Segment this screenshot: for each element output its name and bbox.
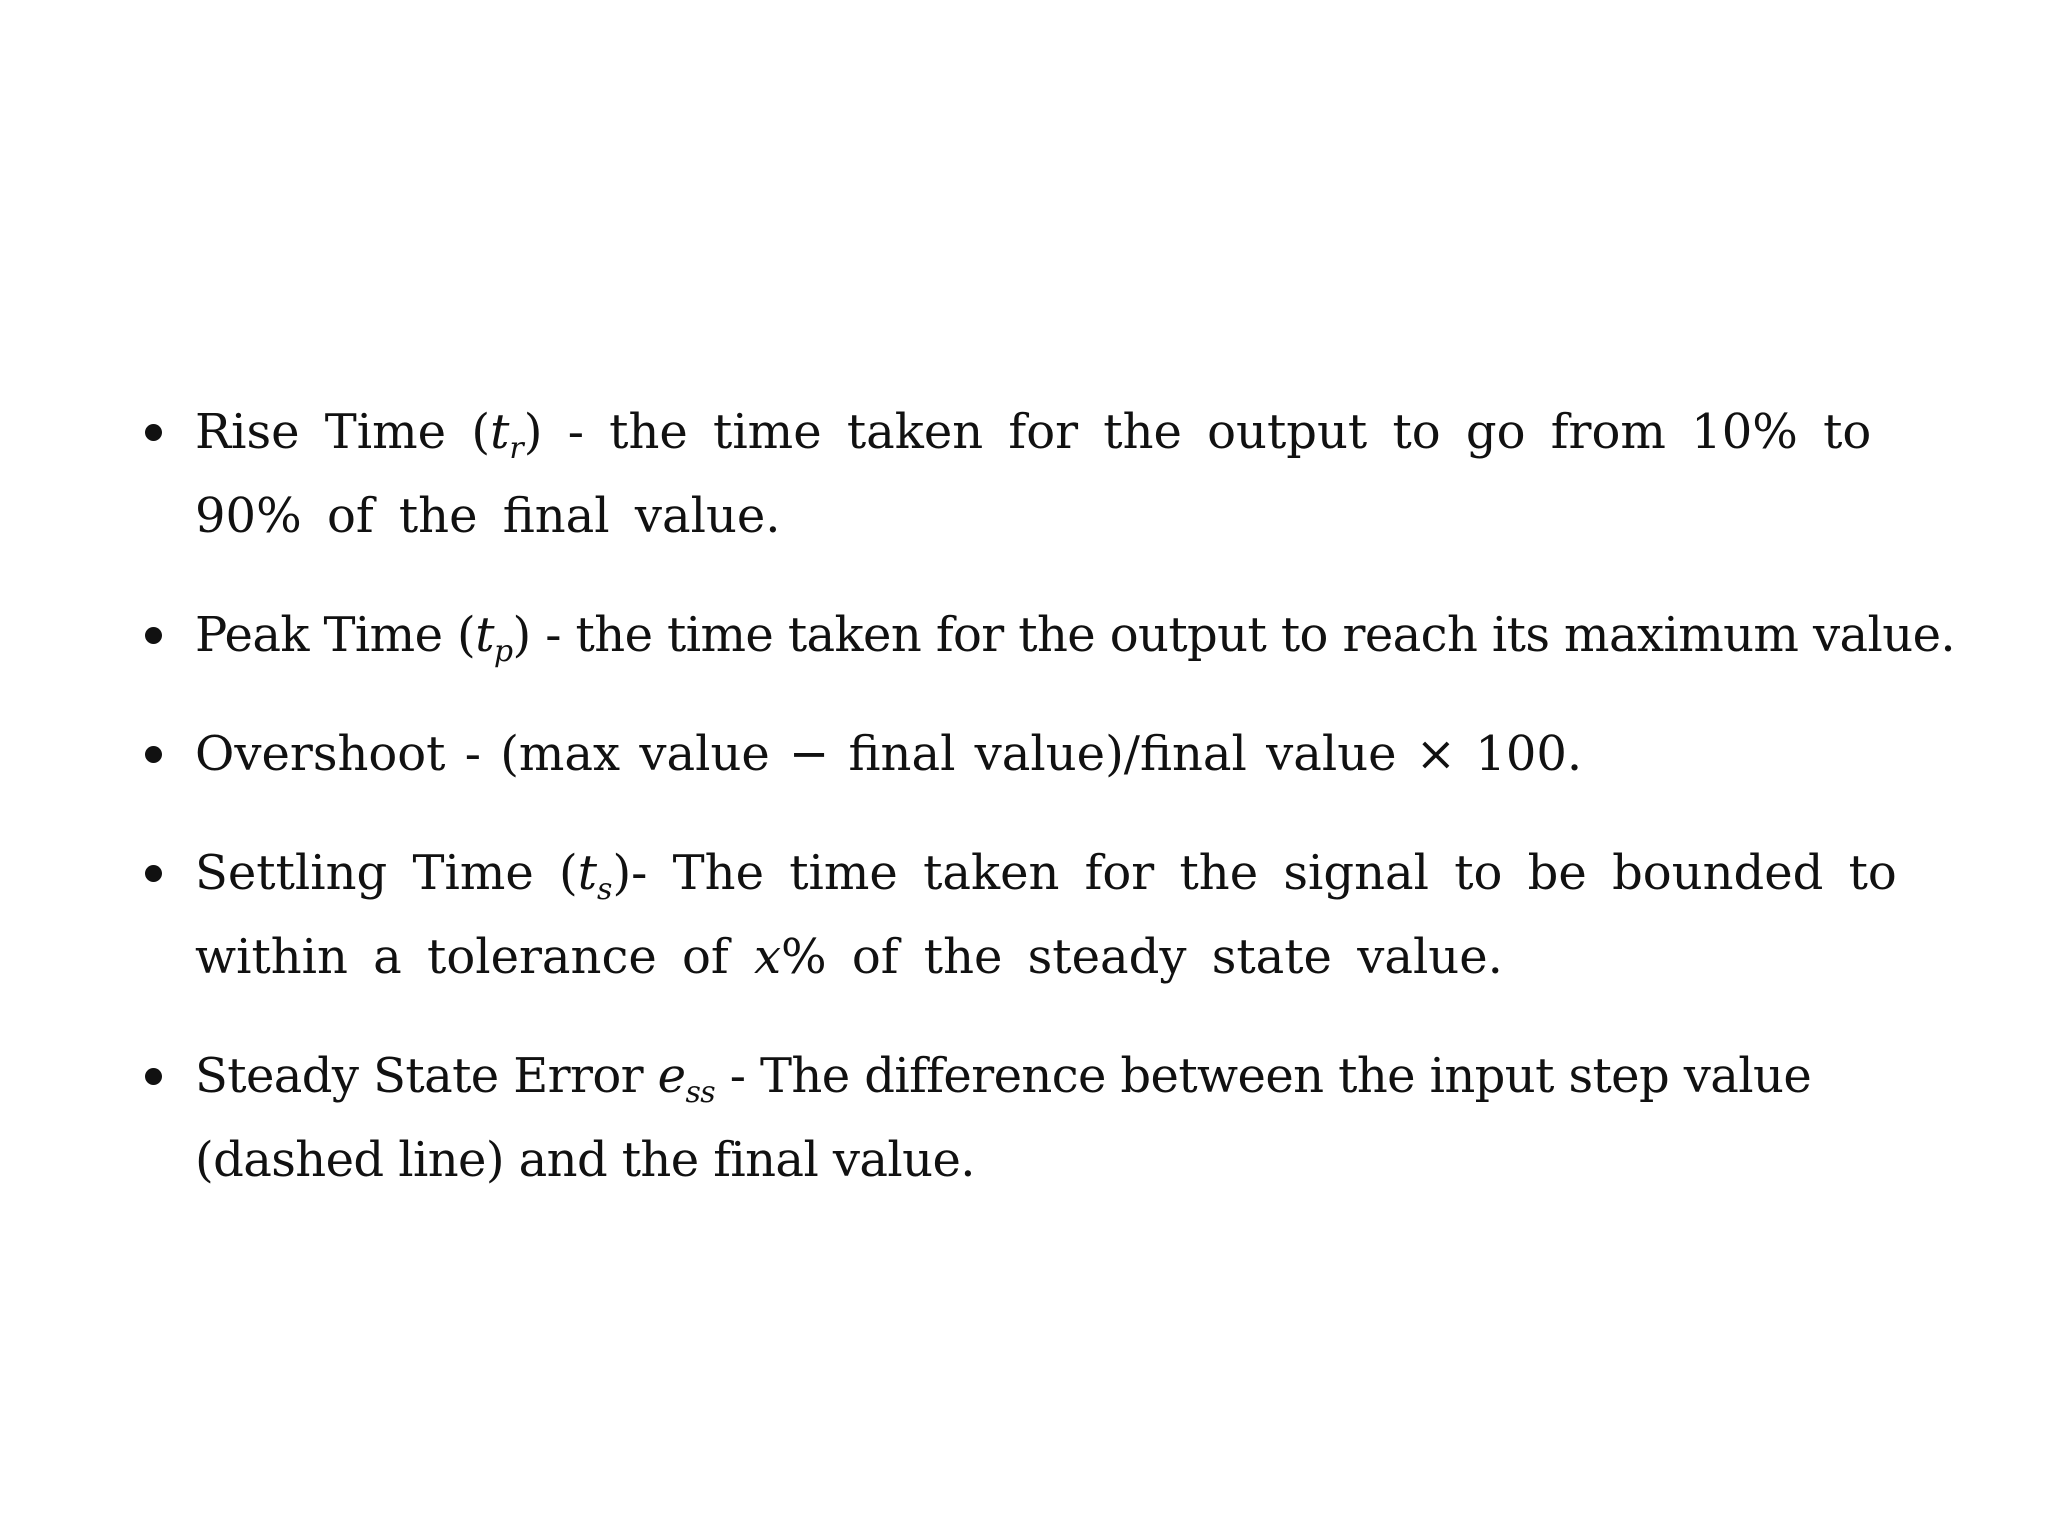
math-subscript: p (493, 634, 513, 669)
item-text-pre: Steady State Error (195, 1048, 658, 1104)
list-item-rise-time (145, 390, 1965, 558)
math-subscript: ss (685, 1075, 716, 1110)
math-subscript: r (509, 431, 524, 466)
math-subscript: s (597, 872, 613, 907)
item-text: Overshoot - (max value − final value)/final value × 100. (195, 726, 1583, 782)
item-text-post: ) - the time taken for the output to reach its maximum value. (512, 607, 1956, 663)
definitions-list (145, 390, 1965, 1237)
bullet-icon (145, 865, 162, 882)
math-variable: t (577, 845, 598, 901)
list-item-settling-time (145, 831, 1965, 999)
item-text-post: )- The time taken for the signal to be bounded to within a tolerance of (195, 845, 1897, 985)
item-text-pre: Rise Time ( (195, 404, 491, 460)
bullet-icon (145, 746, 162, 763)
item-text-pre: Settling Time ( (195, 845, 578, 901)
math-variable-x: x (753, 929, 782, 985)
bullet-icon (145, 627, 162, 644)
bullet-icon (145, 424, 162, 441)
list-item-overshoot (145, 712, 1965, 796)
item-text-post: - The difference between the input step value (dashed line) and the final value. (195, 1048, 1812, 1188)
item-text-post2: % of the steady state value. (781, 929, 1503, 985)
list-item-peak-time (145, 593, 1965, 677)
math-variable: t (490, 404, 510, 460)
math-variable: t (475, 607, 494, 663)
list-item-steady-state-error (145, 1034, 1965, 1202)
item-text-post: ) - the time taken for the output to go from 10% to 90% of the final value. (195, 404, 1872, 544)
math-variable: e (657, 1048, 686, 1104)
bullet-icon (145, 1068, 162, 1085)
item-text-pre: Peak Time ( (195, 607, 476, 663)
